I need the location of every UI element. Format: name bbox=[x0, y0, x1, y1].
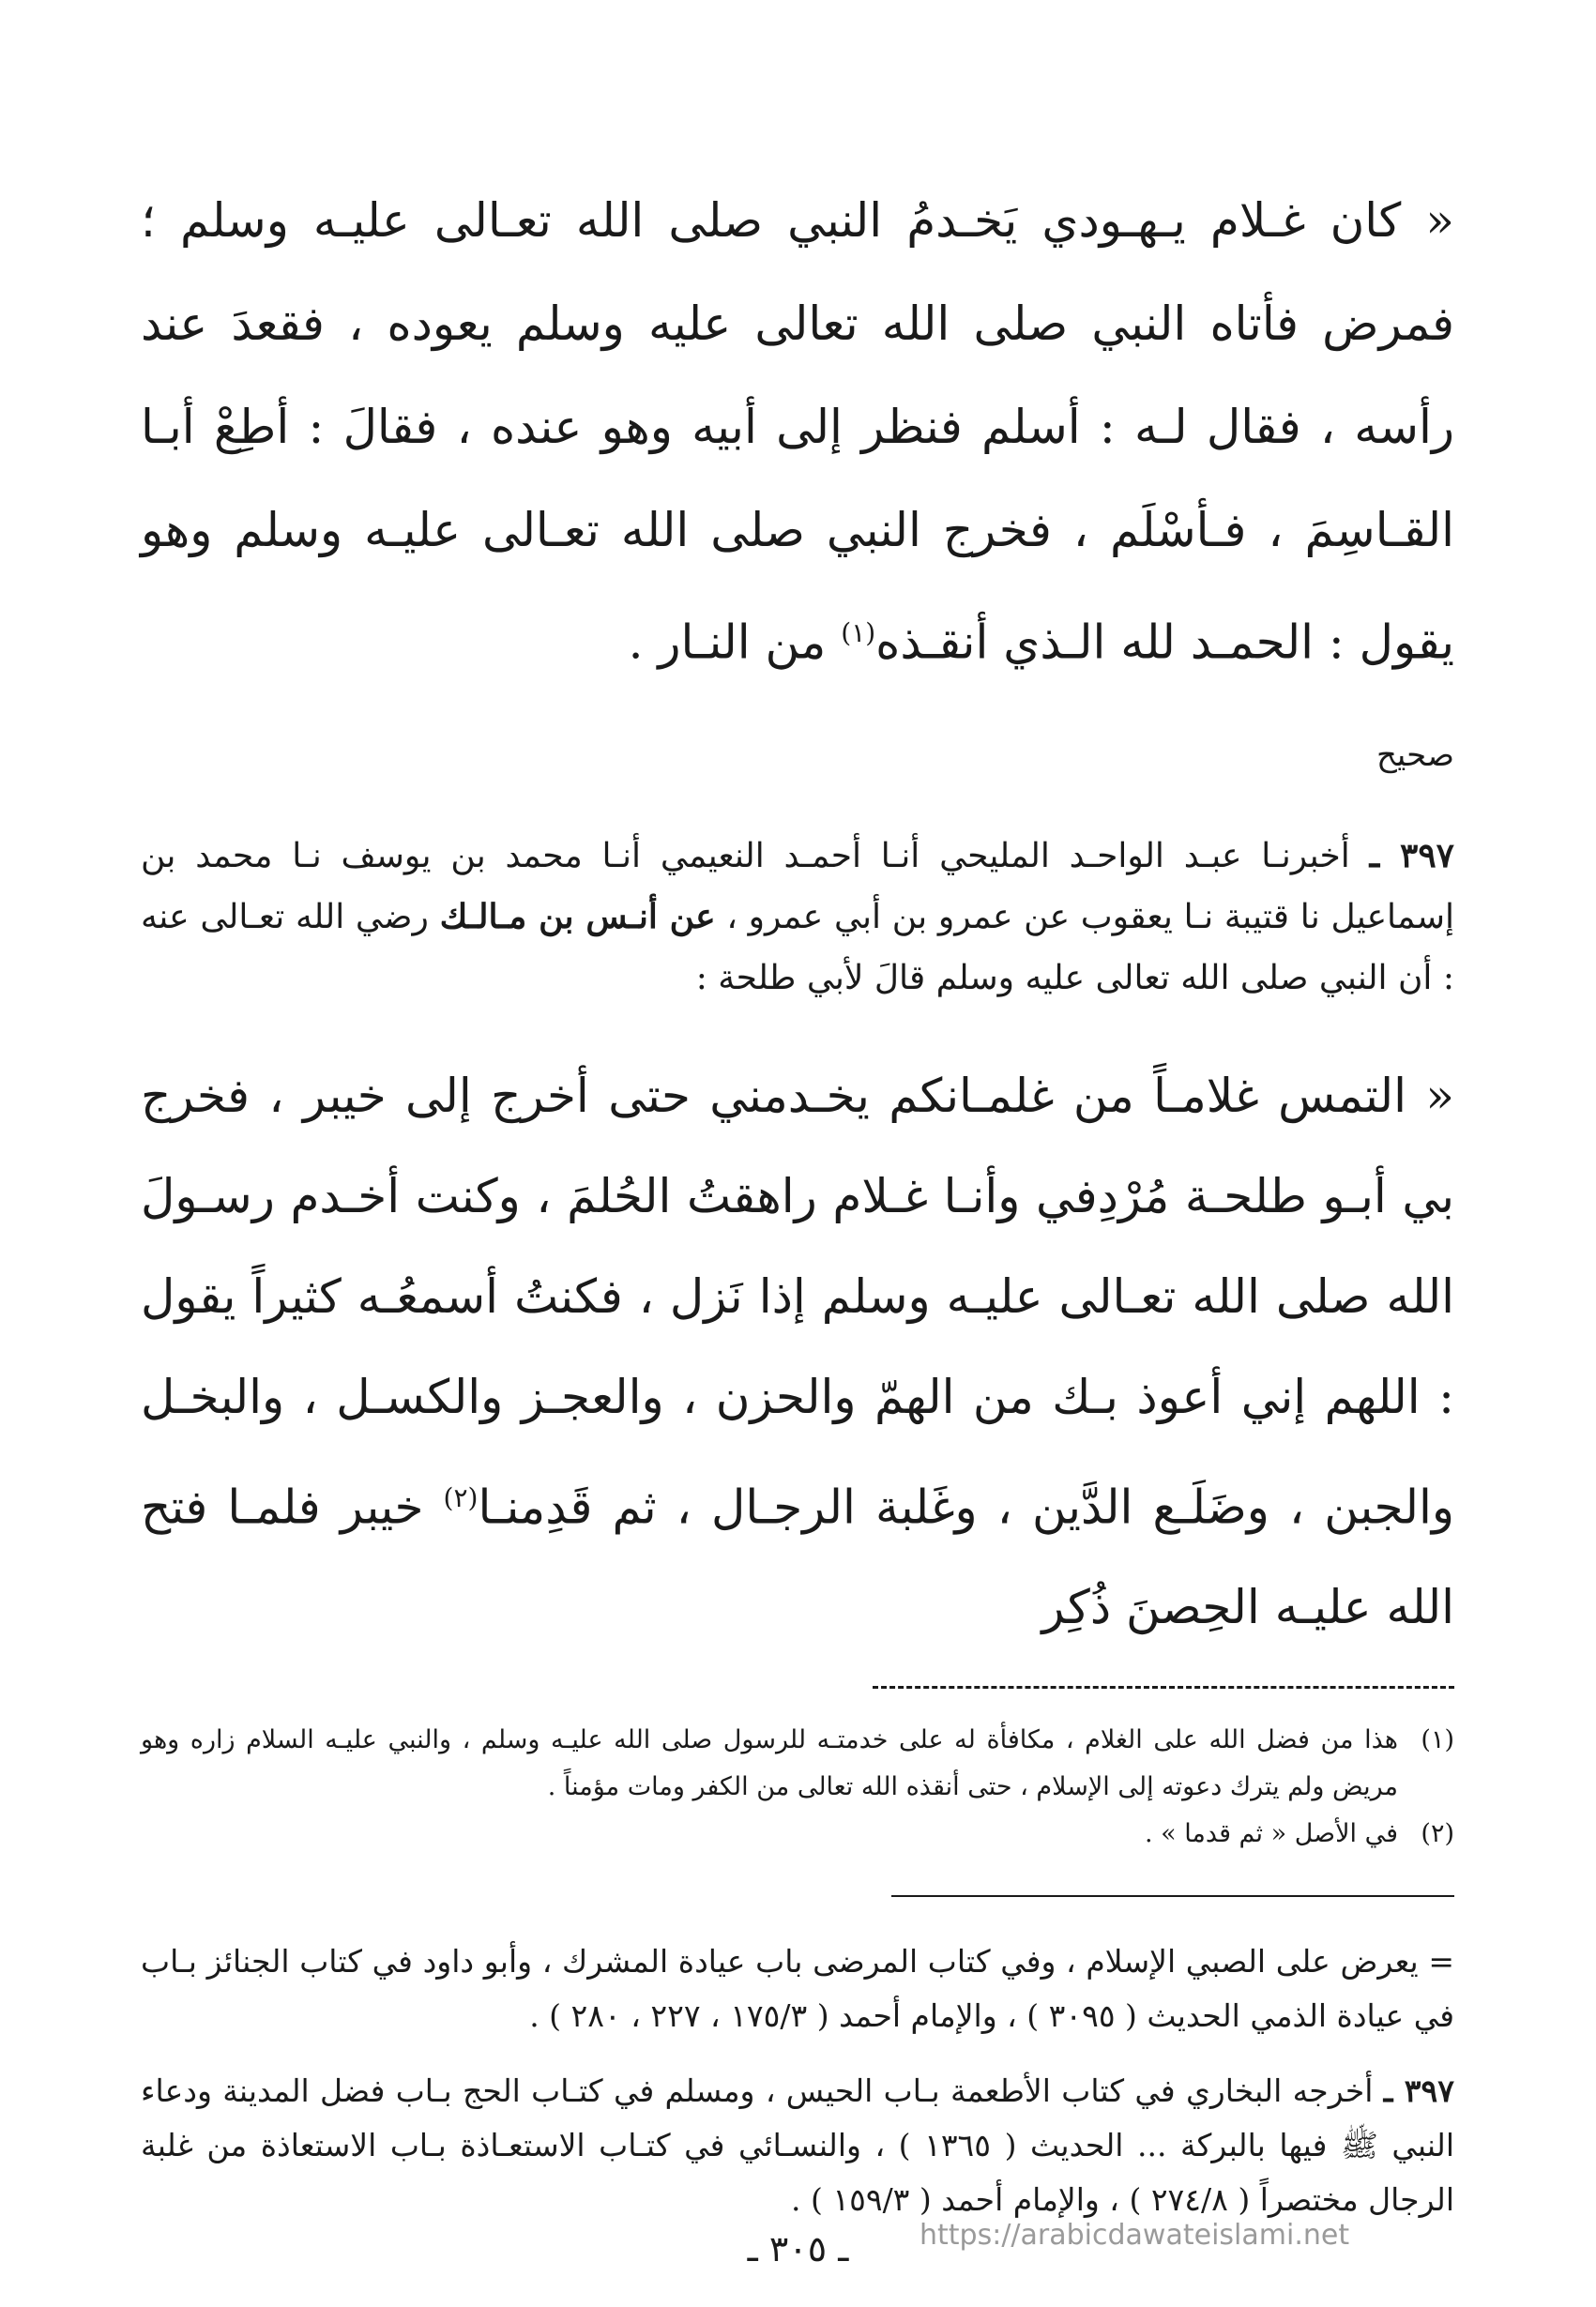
takhrij-text: أخرجه البخاري في كتاب الأطعمة بـاب الحيس ، ومسلم في كتـاب الحج بـاب فضل المدينة ودعاء النبي ﷺ فيها بالبركة ... الحديث ( ١٣٦٥ ) ، والنسـائي في كتـاب الاستعـاذة بـاب الاستعاذة من غلبة الرجال مختصراً ( ٢٧٤/٨ ) ، والإمام أحمد ( ١٥٩/٣ ) . bbox=[141, 2072, 1455, 2219]
hadith-397-main: « التمس غلامـاً من غلمـانكم يخـدمني حتى أخرج إلى خيبر ، فخرج بي أبـو طلحـة مُرْدِفي وأنـا غـلام راهقتُ الحُلمَ ، وكنت أخـدم رسـولَ الله صلى الله تعـالى عليـه وسلم إذا نَزل ، فكنتُ أسمعُـه كثيراً يقول : اللهم إني أعوذ بـك من الهمّ والحزن ، والعجـز والكسـل ، والبخـل والجبن ، وضَلَـع الدَّين ، وغَلبة الرجـال ، ثم قَدِمنـا bbox=[141, 1068, 1454, 1535]
hadith-number: ٣٩٧ ـ bbox=[1369, 835, 1454, 875]
isnad-continuation: رضي الله تعـالى عنه : أن النبي صلى الله تعالى عليه وسلم قالَ لأبي طلحة : bbox=[141, 897, 1454, 997]
footnote-ref-2[interactable]: (٢) bbox=[443, 1481, 479, 1513]
footnotes bbox=[141, 1717, 1454, 1858]
hadith-397-continuation: خيبر فلمـا فتح الله عليـه الحِصنَ ذُكِر bbox=[141, 1480, 1454, 1635]
footnote-item bbox=[141, 1811, 1454, 1858]
page-number: ـ ٣٠٥ ـ bbox=[747, 2228, 849, 2269]
hadith-grade: صحيح bbox=[1376, 736, 1454, 774]
page-body bbox=[141, 169, 1454, 2248]
takhrij-number: ٣٩٧ ـ bbox=[1383, 2072, 1454, 2110]
takhrij-text: = يعرض على الصبي الإسلام ، وفي كتاب المرضى باب عيادة المشرك ، وأبو داود في كتاب الجنائز بـاب في عيادة الذمي الحديث ( ٣٠٩٥ ) ، والإمام أحمد ( ١٧٥/٣ ، ٢٢٧ ، ٢٨٠ ) . bbox=[141, 1943, 1454, 2035]
takhrij-divider bbox=[891, 1895, 1454, 1897]
footnote-number: (١) bbox=[1421, 1725, 1454, 1755]
isnad-397 bbox=[141, 826, 1454, 1009]
takhrij-item bbox=[141, 2064, 1454, 2227]
watermark-url: https://arabicdawateislami.net bbox=[920, 2219, 1350, 2252]
footnote-ref-1[interactable]: (١) bbox=[841, 617, 876, 648]
takhrij-item bbox=[141, 1935, 1454, 2043]
isnad-chain: أخبرنـا عبـد الواحـد المليحي أنـا أحمـد النعيمي أنـا محمد بن يوسف نـا محمد بن إسماعيل نا قتيبة نـا يعقوب عن عمرو بن أبي عمرو ، bbox=[141, 836, 1455, 936]
footnote-item bbox=[141, 1717, 1454, 1811]
footnote-number: (٢) bbox=[1421, 1819, 1454, 1849]
hadith-396-text bbox=[141, 169, 1454, 694]
footnote-text: في الأصل « ثم قدما » . bbox=[1144, 1819, 1398, 1849]
hadith-396-main: « كان غـلام يـهـودي يَخـدمُ النبي صلى الله تعـالى عليـه وسلم ؛ فمرض فأتاه النبي صلى الله تعالى عليه وسلم يعوده ، فقعدَ عند رأسه ، فقال لـه : أسلم فنظر إلى أبيه وهو عنده ، فقالَ : أطِعْ أبـا القـاسِمَ ، فـأسْلَم ، فخرج النبي صلى الله تعـالى عليـه وسلم وهو يقول : الحمـد لله الـذي أنقـذه bbox=[141, 193, 1454, 670]
footnote-divider bbox=[873, 1686, 1454, 1689]
footnote-text: هذا من فضل الله على الغلام ، مكافأة له على خدمتـه للرسول صلى الله عليـه وسلم ، والنبي عليـه السلام زاره وهو مريض ولم يترك دعوته إلى الإسلام ، حتى أنقذه الله تعالى من الكفر ومات مؤمناً . bbox=[141, 1725, 1398, 1802]
companion-name: عن أنـس بن مـالـك bbox=[439, 896, 716, 936]
takhrij-section bbox=[141, 1935, 1454, 2227]
hadith-396-end: من النـار . bbox=[628, 615, 827, 670]
hadith-397-text bbox=[141, 1046, 1454, 1659]
